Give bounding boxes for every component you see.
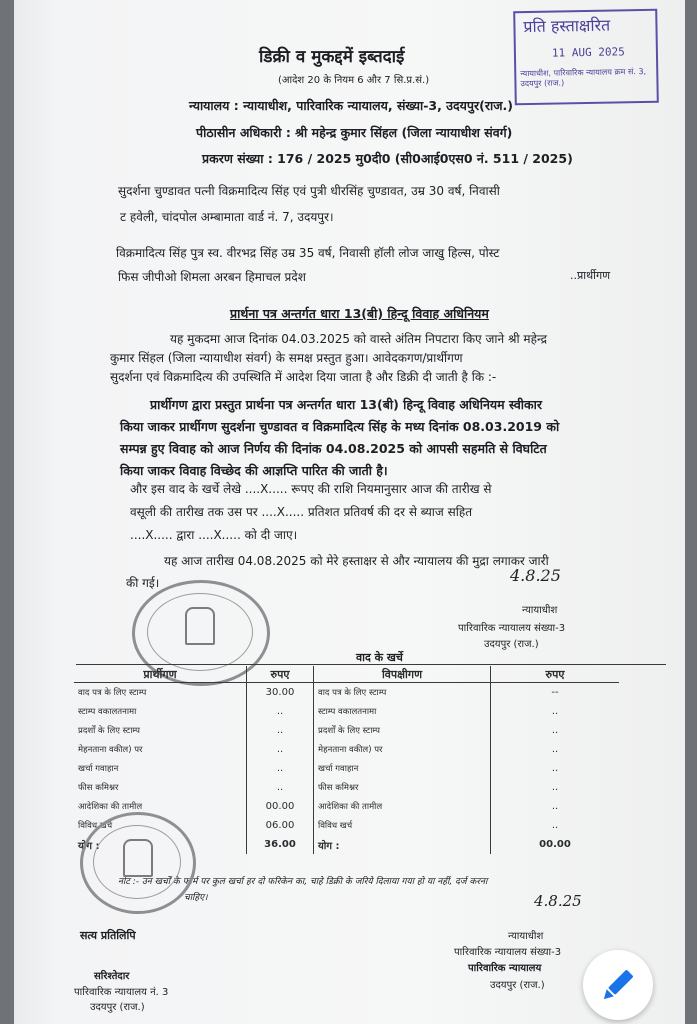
decree-title: डिक्री व मुकद्दमें इब्तदाई: [259, 47, 405, 67]
cost-respondent-label: प्रदर्शों के लिए स्टाम्प: [314, 721, 491, 740]
attest-city: उदयपुर (राज.): [90, 1002, 145, 1013]
cost-respondent-label: मेहनताना वकील) पर: [314, 740, 491, 759]
decree-subtitle: (आदेश 20 के नियम 6 और 7 सि.प्र.सं.): [278, 75, 430, 86]
cost-petitioner-amount: ..: [247, 759, 314, 778]
sig2-court-2: पारिवारिक न्यायालय: [468, 963, 542, 974]
cost-petitioner-label: फीस कमिश्नर: [74, 778, 247, 797]
cost-respondent-label: वाद पत्र के लिए स्टाम्प: [314, 683, 491, 703]
col-petitioners: प्रार्थीगण: [74, 666, 247, 683]
cost-respondent-amount: ..: [551, 744, 559, 755]
court-seal-2: [80, 812, 196, 914]
sig2-city: उदयपुर (राज.): [490, 980, 545, 991]
edit-button[interactable]: [583, 950, 653, 1020]
cost-respondent-label: स्टाम्प वकालतनामा: [314, 702, 491, 721]
cost-row: [74, 740, 619, 759]
cost-respondent-label: विविध खर्च: [314, 816, 491, 835]
cost-petitioner-label: योग :: [74, 835, 247, 854]
ashoka-emblem-icon-2: [123, 839, 153, 877]
cost-respondent-label: योग :: [314, 835, 491, 854]
presiding-officer: पीठासीन अधिकारी : श्री महेन्द्र कुमार सिंहल (जिला न्यायाधीश संवर्ग): [196, 125, 513, 140]
party1-line2: ट हवेली, चांदपोल अम्बामाता वार्ड नं. 7, उदयपुर।: [120, 210, 334, 224]
cost-row: [74, 721, 619, 740]
judge-signature-2: [534, 892, 582, 910]
cost-petitioner-label: खर्चा गवाहान: [74, 759, 247, 778]
cost-respondent-amount: --: [551, 687, 559, 698]
cost-petitioner-label: वाद पत्र के लिए स्टाम्प: [74, 683, 247, 703]
para1-line2: कुमार सिंहल (जिला न्यायाधीश संवर्ग) के समक्ष प्रस्तुत हुआ। आवेदकगण/प्रार्थीगण: [110, 351, 463, 365]
cost-row: [74, 778, 619, 797]
para2-line4: किया जाकर विवाह विच्छेद की आज्ञप्ति पारित की जाती है।: [120, 463, 388, 478]
para2-line3: सम्पन्न हुए विवाह को आज निर्णय की दिनांक 04.08.2025 को आपसी सहमति से विघटित: [120, 441, 547, 456]
cost-respondent-label: खर्चा गवाहान: [314, 759, 491, 778]
cost-respondent-amount: ..: [551, 725, 559, 736]
cost-respondent-amount: ..: [551, 820, 559, 831]
sig1-city: उदयपुर (राज.): [484, 639, 539, 650]
cost-petitioner-amount: 36.00: [247, 835, 314, 854]
para3-line1: और इस वाद के खर्चे लेखे ....X..... रूपए की राशि नियमानुसार आज की तारीख से: [130, 482, 492, 496]
costs-title: वाद के खर्चे: [356, 651, 403, 664]
cost-petitioner-amount: ..: [247, 778, 314, 797]
cost-petitioner-label: स्टाम्प वकालतनामा: [74, 702, 247, 721]
pencil-edit-icon: [583, 950, 653, 1020]
cost-petitioner-amount: ..: [247, 721, 314, 740]
cost-petitioner-label: विविध खर्च: [74, 816, 247, 835]
court-line: न्यायालय : न्यायाधीश, पारिवारिक न्यायालय, संख्या-3, उदयपुर(राज.): [189, 98, 513, 113]
sig1-title: न्यायाधीश: [522, 605, 558, 616]
cost-petitioner-amount: 00.00: [247, 797, 314, 816]
para4-line1: यह आज तारीख 04.08.2025 को मेरे हस्ताक्षर से और न्यायालय की मुद्रा लगाकर जारी: [164, 554, 549, 568]
cost-respondent-amount: 00.00: [539, 839, 571, 850]
sig1-court: पारिवारिक न्यायालय संख्या-3: [458, 623, 566, 634]
sig2-court: पारिवारिक न्यायालय संख्या-3: [454, 947, 562, 958]
party2-line2: फिस जीपीओ शिमला अरबन हिमाचल प्रदेश: [118, 270, 306, 284]
judge-signature-1: [510, 566, 561, 585]
para3-line3: ....X..... द्वारा ....X..... को दी जाए।: [130, 528, 298, 542]
attest-court: पारिवारिक न्यायालय नं. 3: [74, 987, 169, 998]
sig2-title: न्यायाधीश: [508, 931, 544, 942]
stamp-title: प्रति हस्ताक्षरित: [523, 15, 611, 37]
para2-line2: किया जाकर प्रार्थीगण सुदर्शना चुण्डावत व विक्रमादित्य सिंह के मध्य दिनांक 08.03.2019 को: [120, 419, 560, 434]
cost-respondent-label: आदेशिका की तामील: [314, 797, 491, 816]
attest-true-copy: सत्य प्रतिलिपि: [80, 929, 136, 942]
attest-clerk: सरिश्तेदार: [94, 971, 130, 982]
para3-line2: वसूली की तारीख तक उस पर ....X..... प्रतिशत प्रतिवर्ष की दर से ब्याज सहित: [130, 505, 473, 519]
col-respondents: विपक्षीगण: [314, 666, 491, 683]
cost-petitioner-amount: ..: [247, 740, 314, 759]
stamp-court: न्यायाधीश, पारिवारिक न्यायालय क्रम सं. 3, उदयपुर (राज.): [520, 66, 647, 89]
cost-petitioner-label: प्रदर्शों के लिए स्टाम्प: [74, 721, 247, 740]
signature-1-date: 4.8.25: [510, 566, 561, 585]
footnote-line1: नोट :- उन खर्चों के फॉर्म पर कुल खर्चा हर दो फरिकेन का, चाहे डिक्री के जरिये दिलाया गया हो या नहीं, दर्ज करना: [118, 877, 488, 887]
party2-line1: विक्रमादित्य सिंह पुत्र स्व. वीरभद्र सिंह उम्र 35 वर्ष, निवासी हॉली लोज जाखु हिल्स, पोस्ट: [116, 246, 500, 260]
cost-row: [74, 683, 619, 703]
countersign-stamp: [513, 9, 659, 105]
cost-petitioner-amount: 06.00: [247, 816, 314, 835]
ashoka-emblem-icon: [185, 607, 215, 645]
cost-petitioner-amount: 30.00: [247, 683, 314, 703]
cost-row: [74, 797, 619, 816]
cost-row: [74, 702, 619, 721]
petitioners-role: ..प्रार्थीगण: [570, 269, 611, 282]
stamp-date: 11 AUG 2025: [551, 45, 625, 60]
signature-2-date: 4.8.25: [534, 892, 582, 910]
case-number: प्रकरण संख्या : 176 / 2025 मु0दी0 (सी0आई0एस0 नं. 511 / 2025): [202, 151, 573, 166]
petition-heading: प्रार्थना पत्र अन्तर्गत धारा 13(बी) हिन्दू विवाह अधिनियम: [230, 306, 489, 321]
para1-line3: सुदर्शना एवं विक्रमादित्य की उपस्थिति में आदेश दिया जाता है और डिक्री दी जाती है कि :-: [110, 370, 497, 384]
cost-row: [74, 759, 619, 778]
cost-respondent-amount: ..: [551, 763, 559, 774]
col-petitioners-amount: रुपए: [247, 666, 314, 683]
para1-line1: यह मुकदमा आज दिनांक 04.03.2025 को वास्ते अंतिम निपटारा किए जाने श्री महेन्द्र: [170, 332, 548, 346]
cost-petitioner-amount: ..: [247, 702, 314, 721]
para2-line1: प्रार्थीगण द्वारा प्रस्तुत प्रार्थना पत्र अन्तर्गत धारा 13(बी) हिन्दू विवाह अधिनियम स्वीकार: [150, 397, 542, 412]
cost-petitioner-label: मेहनताना वकील) पर: [74, 740, 247, 759]
cost-petitioner-label: आदेशिका की तामील: [74, 797, 247, 816]
col-respondents-amount: रुपए: [491, 666, 620, 683]
cost-respondent-amount: ..: [551, 782, 559, 793]
document-page: [14, 0, 685, 1024]
cost-respondent-amount: ..: [551, 706, 559, 717]
cost-respondent-label: फीस कमिश्नर: [314, 778, 491, 797]
footnote-line2: चाहिए।: [184, 893, 208, 903]
cost-respondent-amount: ..: [551, 801, 559, 812]
para4-line2: की गई।: [126, 576, 160, 590]
party1-line1: सुदर्शना चुण्डावत पत्नी विक्रमादित्य सिंह एवं पुत्री धीरसिंह चुण्डावत, उम्र 30 वर्ष, निवासी: [118, 184, 500, 198]
